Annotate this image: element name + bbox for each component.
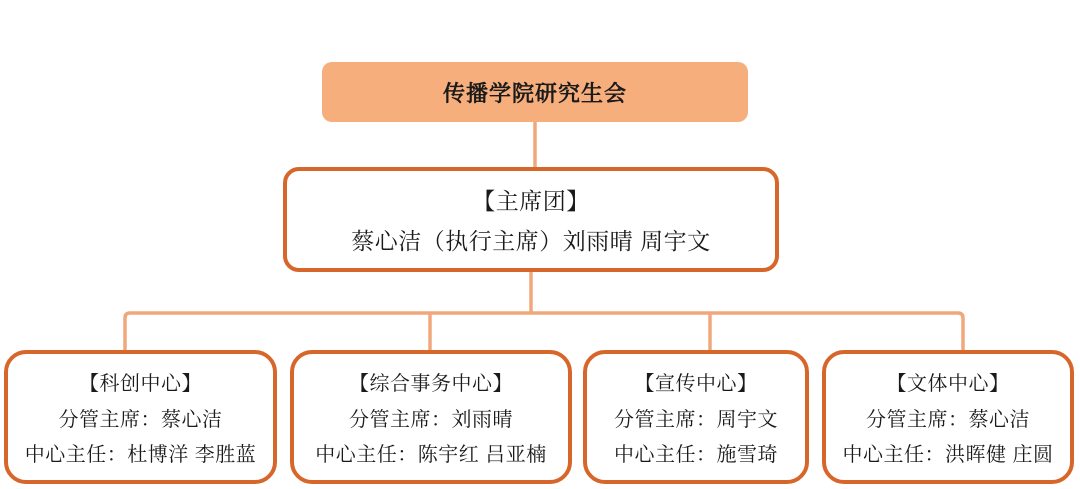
chairman-group-title: 【主席团】 — [472, 188, 590, 215]
department-chair: 分管主席：蔡心洁 — [866, 408, 1030, 431]
connector-horizontal-rail — [125, 313, 963, 350]
department-box-kechuang — [4, 350, 277, 484]
department-chair: 分管主席：刘雨晴 — [349, 408, 513, 431]
department-chair: 分管主席：周宇文 — [614, 408, 778, 431]
chairman-group-box — [283, 167, 779, 272]
department-title: 【科创中心】 — [79, 373, 202, 396]
department-title: 【宣传中心】 — [634, 373, 758, 396]
root-title: 传播学院研究生会 — [442, 80, 627, 106]
department-box-wenti — [822, 350, 1074, 484]
root-box — [322, 62, 748, 122]
department-directors: 中心主任：施雪琦 — [614, 443, 778, 466]
department-title: 【文体中心】 — [886, 373, 1010, 396]
department-title: 【综合事务中心】 — [349, 373, 513, 396]
department-directors: 中心主任：洪晖健 庄圆 — [842, 443, 1054, 466]
chairman-group-members: 蔡心洁（执行主席）刘雨晴 周宇文 — [351, 227, 711, 254]
department-box-xuanchuan — [583, 350, 809, 484]
department-chair: 分管主席：蔡心洁 — [58, 408, 223, 431]
department-directors: 中心主任：杜博洋 李胜蓝 — [24, 443, 257, 466]
department-box-zonghe-shiwu — [290, 350, 572, 484]
department-directors: 中心主任：陈宇红 吕亚楠 — [315, 443, 547, 466]
